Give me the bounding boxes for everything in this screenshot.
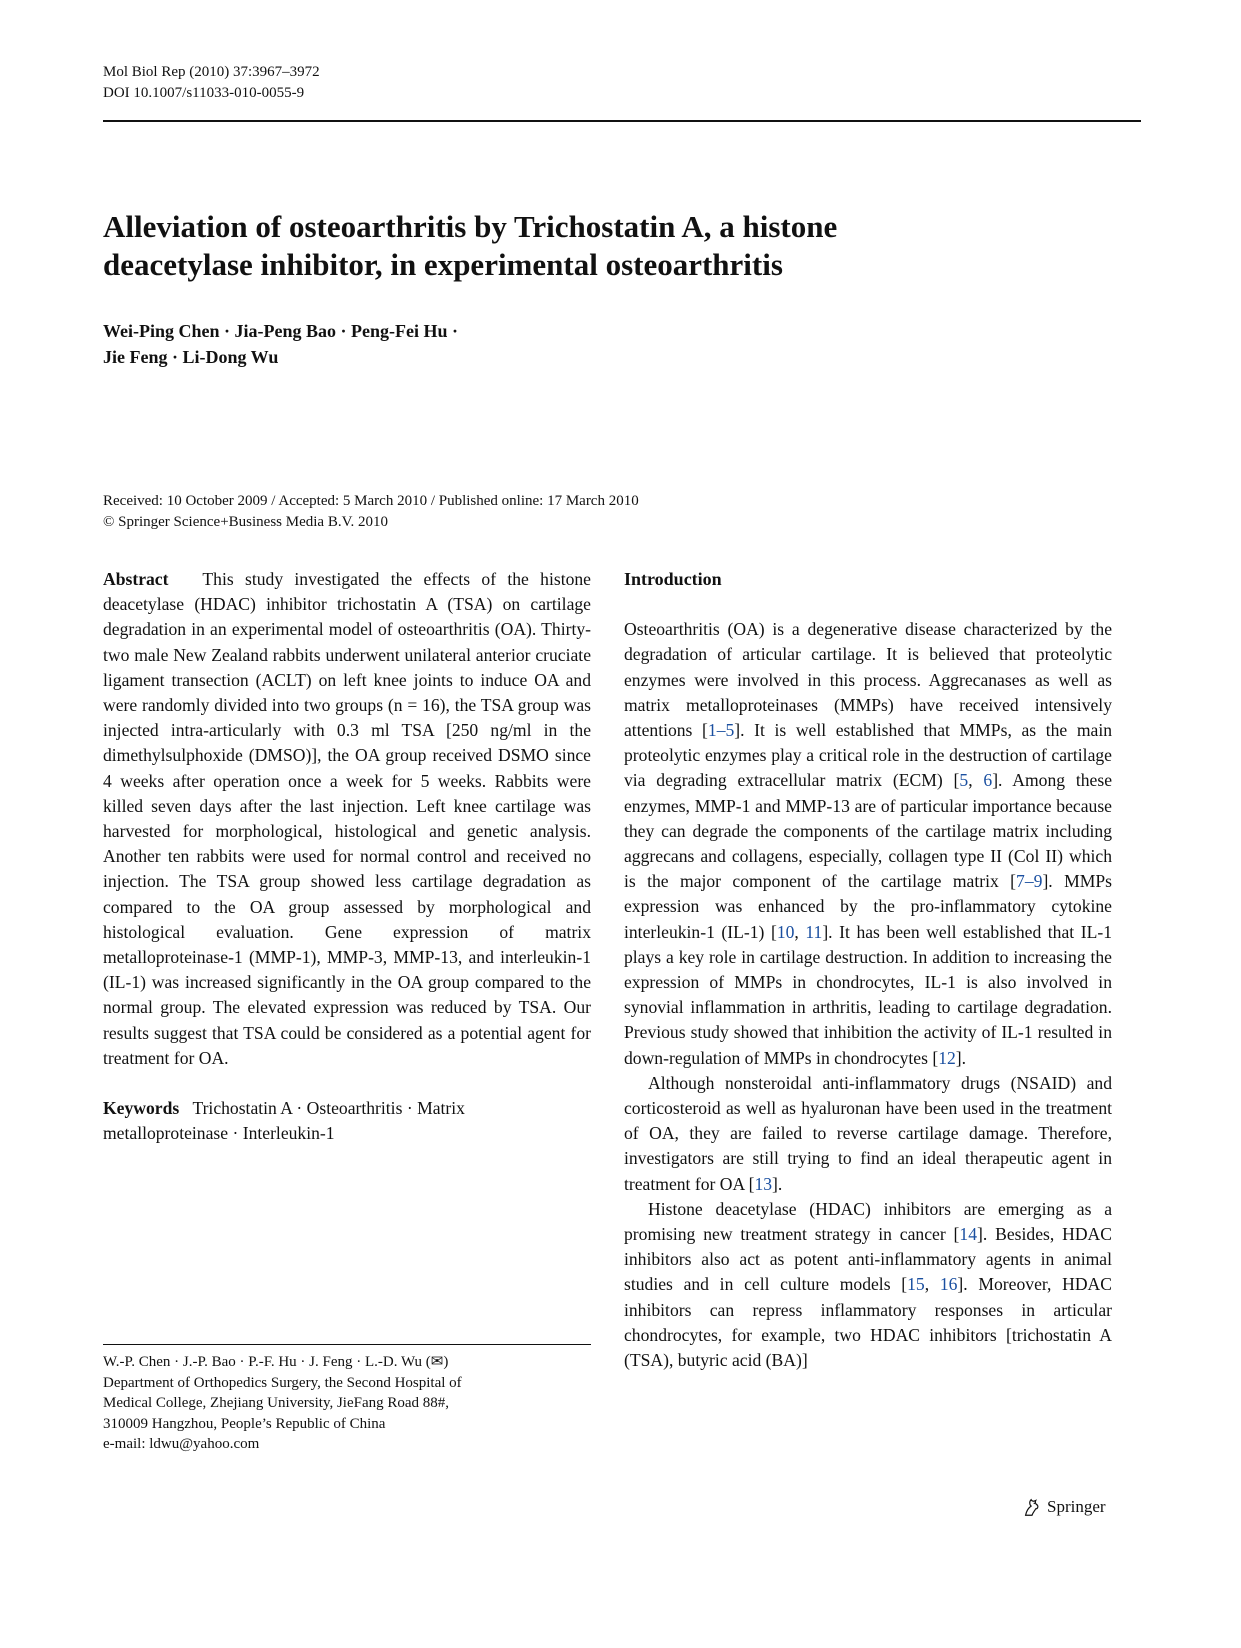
title-line-1: Alleviation of osteoarthritis by Trichostatin A, a histone: [103, 209, 838, 244]
citation-link[interactable]: 13: [754, 1173, 773, 1194]
citation-link[interactable]: 5: [959, 770, 969, 791]
journal-reference: Mol Biol Rep (2010) 37:3967–3972: [103, 64, 320, 80]
citation-link[interactable]: 14: [959, 1224, 978, 1245]
keywords: [103, 1096, 591, 1146]
article-title: [103, 208, 1083, 284]
intro-p1-text: Osteoarthritis (OA) is a degenerative disease characterized by the degradation of articular cartilage. It is believed that proteolytic enzymes were involved in this process. Aggrecanases as well as matrix metalloproteinases (MMPs) have received intensively attentions [: [624, 619, 1112, 741]
affiliation-department: Department of Orthopedics Surgery, the Second Hospital of: [103, 1374, 462, 1391]
intro-p1-text: ]. MMPs expression was enhanced by the pro-inflammatory cytokine interleukin-1 (IL-1) [: [624, 871, 1113, 942]
publisher-name: Springer: [1047, 1497, 1106, 1516]
affiliation-authors: W.-P. Chen · J.-P. Bao · P.-F. Hu · J. Feng · L.-D. Wu (✉): [103, 1354, 449, 1370]
intro-paragraph-2: [624, 1071, 1112, 1197]
intro-p2-text: ].: [772, 1173, 783, 1194]
affiliation-institution: Medical College, Zhejiang University, JieFang Road 88#,: [103, 1395, 450, 1411]
left-column: [103, 567, 591, 1146]
keywords-label: Keywords: [103, 1098, 180, 1119]
publisher-logo: [1021, 1496, 1106, 1518]
history-dates: Received: 10 October 2009 / Accepted: 5 March 2010 / Published online: 17 March 2010: [103, 493, 639, 509]
keywords-text: Trichostatin A · Osteoarthritis · Matrix metalloproteinase · Interleukin-1: [103, 1098, 465, 1144]
right-column: [624, 567, 1112, 1373]
journal-header: [103, 62, 320, 104]
affiliation-address: 310009 Hangzhou, People’s Republic of China: [103, 1415, 386, 1432]
citation-link[interactable]: 16: [939, 1274, 958, 1295]
title-line-2: deacetylase inhibitor, in experimental osteoarthritis: [103, 247, 783, 282]
authors-line-1: Wei-Ping Chen · Jia-Peng Bao · Peng-Fei Hu ·: [103, 321, 458, 341]
authors-line-2: Jie Feng · Li-Dong Wu: [103, 347, 279, 367]
citation-link[interactable]: 11: [805, 921, 823, 942]
affiliation-email: e-mail: ldwu@yahoo.com: [103, 1436, 260, 1452]
affiliation-footnote: [103, 1352, 591, 1455]
abstract-label: Abstract: [103, 569, 169, 589]
citation-link[interactable]: 1–5: [707, 720, 735, 741]
intro-p1-text: ].: [955, 1047, 967, 1068]
abstract: [103, 567, 591, 1071]
copyright-notice: © Springer Science+Business Media B.V. 2010: [103, 514, 388, 530]
intro-paragraph-3: [624, 1197, 1112, 1373]
citation-link[interactable]: 7–9: [1016, 871, 1043, 892]
introduction-heading: Introduction: [624, 569, 722, 589]
intro-p1-text: ,: [968, 770, 984, 791]
header-rule: [103, 120, 1141, 122]
citation-link[interactable]: 10: [776, 921, 795, 942]
doi: DOI 10.1007/s11033-010-0055-9: [103, 85, 305, 101]
intro-p1-text: ]. It is well established that MMPs, as the main proteolytic enzymes play a critical role in the destruction of cartilage via degrading extracellular matrix (ECM) [: [624, 720, 1112, 791]
abstract-text: This study investigated the effects of the histone deacetylase (HDAC) inhibitor trichostatin A (TSA) on cartilage degradation in an experimental model of osteoarthritis (OA). Thirty-two male New Zealand rabbits underwent unilateral anterior cruciate ligament transection (ACLT) on left knee joints to induce OA and were randomly divided into two groups (n = 16), the TSA group was injected intra-articularly with 0.3 ml TSA [250 ng/ml in the dimethylsulphoxide (DMSO)], the OA group received DSMO since 4 weeks after operation once a week for 5 weeks. Rabbits were killed seven days after the last injection. Left knee cartilage was harvested for morphological, histological and genetic analysis. Another ten rabbits were used for normal control and received no injection. The TSA group showed less cartilage degradation as compared to the OA group assessed by morphological and histological evaluation. Gene expression of matrix metalloproteinase-1 (MMP-1), MMP-3, MMP-13, and interleukin-1 (IL-1) was increased significantly in the OA group compared to the normal group. The elevated expression was reduced by TSA. Our results suggest that TSA could be considered as a potential agent for treatment for OA.: [103, 569, 591, 1068]
springer-horse-icon: [1021, 1496, 1043, 1518]
publication-history: [103, 491, 639, 533]
citation-link[interactable]: 12: [938, 1047, 956, 1068]
intro-p3-text: ,: [924, 1274, 940, 1295]
intro-paragraph-1: [624, 617, 1112, 1071]
intro-p1-text: ,: [794, 921, 806, 942]
footnote-rule: [103, 1344, 591, 1345]
intro-p3-text: ]. Besides, HDAC inhibitors also act as potent anti-inflammatory agents in animal studies and in cell culture models [: [624, 1224, 1112, 1295]
author-list: [103, 318, 458, 370]
citation-link[interactable]: 15: [907, 1274, 925, 1295]
intro-p1-text: ]. Among these enzymes, MMP-1 and MMP-13 are of particular importance because they can degrade the components of the cartilage matrix including aggrecans and collagens, especially, collagen type II (Col II) which is the major component of the cartilage matrix [: [624, 770, 1113, 892]
intro-p3-text: Histone deacetylase (HDAC) inhibitors are emerging as a promising new treatment strategy in cancer [: [624, 1198, 1112, 1245]
citation-link[interactable]: 6: [983, 770, 993, 791]
intro-p3-text: ]. Moreover, HDAC inhibitors can repress inflammatory responses in articular chondrocytes, for example, two HDAC inhibitors [trichostatin A (TSA), butyric acid (BA)]: [624, 1274, 1112, 1371]
intro-p2-text: Although nonsteroidal anti-inflammatory drugs (NSAID) and corticosteroid as well as hyaluronan have been used in the treatment of OA, they are failed to reverse cartilage damage. Therefore, investigators are still trying to find an ideal therapeutic agent in treatment for OA [: [624, 1072, 1112, 1194]
intro-p1-text: ]. It has been well established that IL-1 plays a key role in cartilage destruction. In addition to increasing the expression of MMPs in chondrocytes, IL-1 is also involved in synovial inflammation in arthritis, leading to cartilage degradation. Previous study showed that inhibition the activity of IL-1 resulted in down-regulation of MMPs in chondrocytes [: [624, 921, 1112, 1068]
